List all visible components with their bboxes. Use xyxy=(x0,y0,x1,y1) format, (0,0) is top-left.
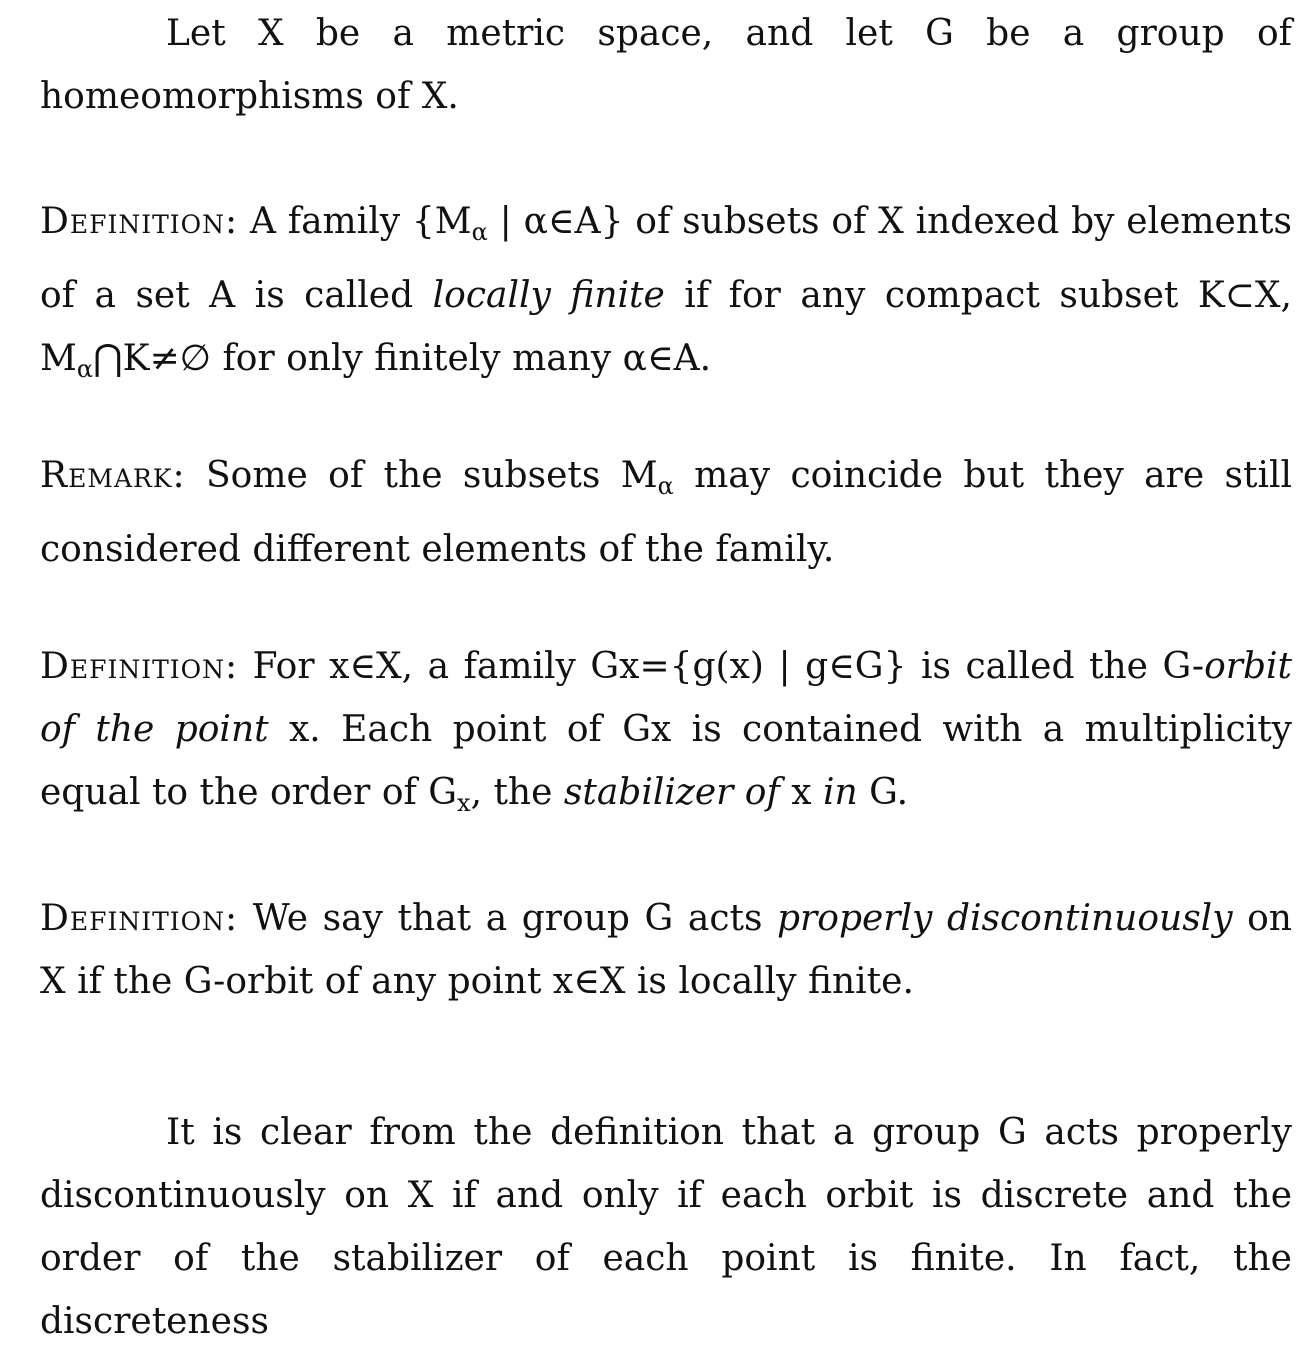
subscript: α xyxy=(657,472,674,500)
subscript: α xyxy=(471,218,488,246)
text-segment: may coincide but they are still considered different elements of the family. xyxy=(40,455,1292,570)
definition-label: Definition: xyxy=(40,898,239,939)
definition-label: Definition: xyxy=(40,646,239,687)
defined-term: stabilizer of xyxy=(563,772,780,813)
definition-label: Definition: xyxy=(40,201,239,242)
definition-orbit xyxy=(40,635,1292,835)
text-segment: G. xyxy=(857,772,909,813)
text-segment: , the xyxy=(470,772,564,813)
text-segment: x. Each point of Gx is contained with a multiplicity equal to the order of G xyxy=(40,709,1292,813)
subscript: x xyxy=(457,789,471,817)
text-segment: Some of the subsets M xyxy=(185,455,658,496)
text-segment: ⋂K≠∅ for only finitely many α∈A. xyxy=(93,338,712,379)
text-segment: We say that a group G acts xyxy=(238,898,778,939)
text-segment: on X if the G-orbit of any point x∈X is locally finite. xyxy=(40,898,1292,1002)
defined-term: properly discontinuously xyxy=(777,898,1233,939)
defined-term: locally finite xyxy=(432,275,665,316)
text-segment: if for any compact subset K⊂X, M xyxy=(40,275,1292,379)
text-segment: For x∈X, a family Gx={g(x) | g∈G} is called the G- xyxy=(238,646,1205,687)
definition-locally-finite xyxy=(40,190,1292,401)
defined-term: in xyxy=(823,772,858,813)
definition-properly-discontinuous xyxy=(40,887,1292,1013)
intro-paragraph: Let X be a metric space, and let G be a group of homeomorphisms of X. xyxy=(40,13,1292,117)
defined-term: orbit of the point xyxy=(40,646,1292,750)
subscript: α xyxy=(76,355,94,383)
remark-label: Remark: xyxy=(40,455,186,496)
text-segment: x xyxy=(779,772,823,813)
remark-paragraph xyxy=(40,444,1292,581)
text-segment: | α∈A} of subsets of X indexed by elements of a set A is called xyxy=(40,201,1292,316)
closing-paragraph: It is clear from the definition that a group G acts properly discontinuously on X if and only if each orbit is discrete and the order of the stabilizer of each point is finite. In fact, the discreteness xyxy=(40,1112,1292,1342)
text-segment: A family {M xyxy=(249,201,472,242)
